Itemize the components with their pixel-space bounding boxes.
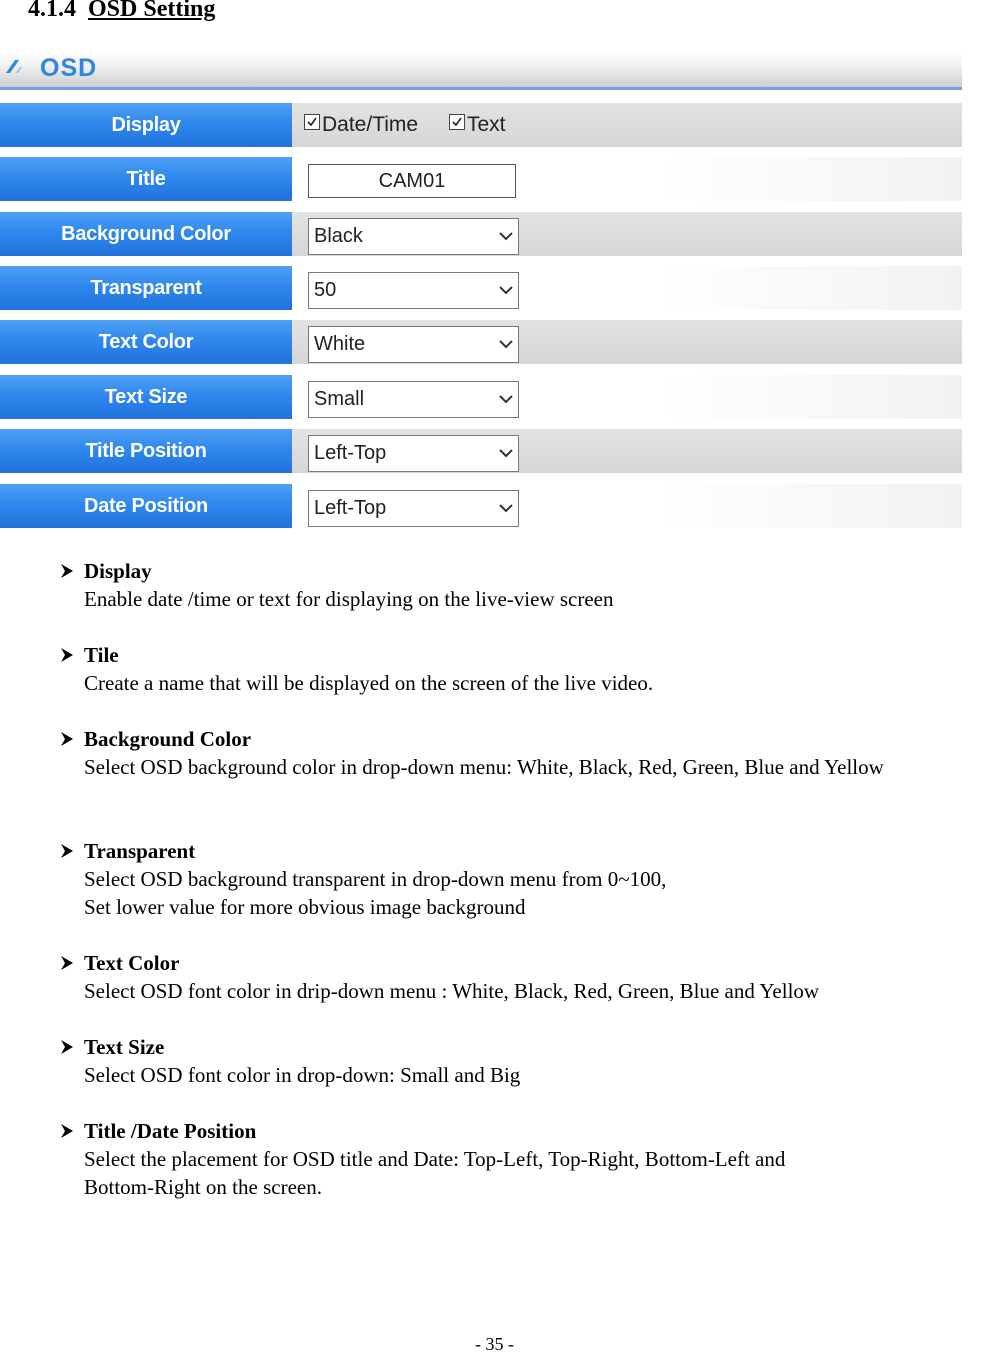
arrow-bullet-icon	[60, 563, 74, 579]
background-color-value: Black	[314, 225, 363, 247]
osd-header-icon	[4, 58, 22, 74]
section-heading	[28, 0, 215, 23]
list-item	[60, 949, 989, 1005]
text-size-select[interactable]	[308, 381, 519, 418]
title-input[interactable]: CAM01	[308, 164, 516, 198]
checkbox-text-label: Text	[467, 113, 506, 136]
item-text: Enable date /time or text for displaying on the live-view screen	[84, 587, 614, 611]
label-transparent: Transparent	[0, 266, 292, 310]
date-position-select[interactable]	[308, 490, 519, 527]
arrow-bullet-icon	[60, 843, 74, 859]
title-position-value: Left-Top	[314, 442, 387, 464]
chevron-down-icon	[499, 393, 513, 405]
row-background-color	[0, 212, 962, 256]
date-position-value: Left-Top	[314, 497, 387, 519]
arrow-bullet-icon	[60, 731, 74, 747]
row-title	[0, 157, 962, 201]
item-heading: Transparent	[84, 839, 196, 863]
chevron-down-icon	[499, 338, 513, 350]
item-text: Create a name that will be displayed on the screen of the live video.	[84, 671, 654, 695]
row-display	[0, 103, 962, 147]
row-date-position	[0, 484, 962, 528]
checkbox-date-time-label: Date/Time	[322, 113, 419, 136]
row-text-size	[0, 375, 962, 419]
item-text: Set lower value for more obvious image background	[84, 895, 526, 919]
section-title: OSD Setting	[88, 0, 216, 22]
item-text: Bottom-Right on the screen.	[84, 1175, 322, 1199]
checkbox-date-time[interactable]	[304, 113, 418, 137]
osd-header-title: OSD	[40, 54, 98, 82]
label-text-size: Text Size	[0, 375, 292, 419]
checkbox-text-box[interactable]	[449, 114, 465, 130]
chevron-down-icon	[499, 230, 513, 242]
chevron-down-icon	[499, 502, 513, 514]
title-position-select[interactable]	[308, 435, 519, 472]
arrow-bullet-icon	[60, 1123, 74, 1139]
text-size-value: Small	[314, 388, 365, 410]
list-item	[60, 641, 989, 697]
list-item	[60, 725, 989, 781]
text-color-select[interactable]	[308, 326, 519, 363]
item-heading: Tile	[84, 643, 119, 667]
label-text-color: Text Color	[0, 320, 292, 364]
chevron-down-icon	[499, 284, 513, 296]
page-number: - 35 -	[475, 1334, 514, 1354]
list-item	[60, 1033, 989, 1089]
item-text: Select OSD font color in drop-down: Small and Big	[84, 1063, 521, 1087]
chevron-down-icon	[499, 447, 513, 459]
arrow-bullet-icon	[60, 1039, 74, 1055]
item-heading: Display	[84, 559, 152, 583]
label-title-position: Title Position	[0, 429, 292, 473]
row-title-position	[0, 429, 962, 473]
label-title: Title	[0, 157, 292, 201]
row-text-color	[0, 320, 962, 364]
label-date-position: Date Position	[0, 484, 292, 528]
arrow-bullet-icon	[60, 955, 74, 971]
label-background-color: Background Color	[0, 212, 292, 256]
transparent-select[interactable]	[308, 272, 519, 309]
list-item	[60, 837, 989, 921]
row-transparent	[0, 266, 962, 310]
item-text: Select the placement for OSD title and Date: Top-Left, Top-Right, Bottom-Left and	[84, 1147, 786, 1171]
item-heading: Title /Date Position	[84, 1119, 257, 1143]
list-item	[60, 557, 989, 613]
list-item	[60, 1117, 989, 1201]
osd-panel-header	[0, 52, 962, 90]
checkbox-text[interactable]	[449, 113, 506, 137]
item-heading: Text Color	[84, 951, 180, 975]
text-color-value: White	[314, 333, 366, 355]
label-display: Display	[0, 103, 292, 147]
arrow-bullet-icon	[60, 647, 74, 663]
item-heading: Text Size	[84, 1035, 165, 1059]
item-heading: Background Color	[84, 727, 252, 751]
transparent-value: 50	[314, 279, 337, 301]
checkbox-date-time-box[interactable]	[304, 114, 320, 130]
osd-settings-panel	[0, 52, 962, 532]
section-number: 4.1.4	[28, 0, 76, 22]
item-text: Select OSD font color in drip-down menu : White, Black, Red, Green, Blue and Yellow	[84, 979, 820, 1003]
item-text: Select OSD background transparent in drop-down menu from 0~100,	[84, 867, 667, 891]
item-text: Select OSD background color in drop-down menu: White, Black, Red, Green, Blue and Yellow	[84, 755, 884, 779]
background-color-select[interactable]	[308, 218, 519, 255]
